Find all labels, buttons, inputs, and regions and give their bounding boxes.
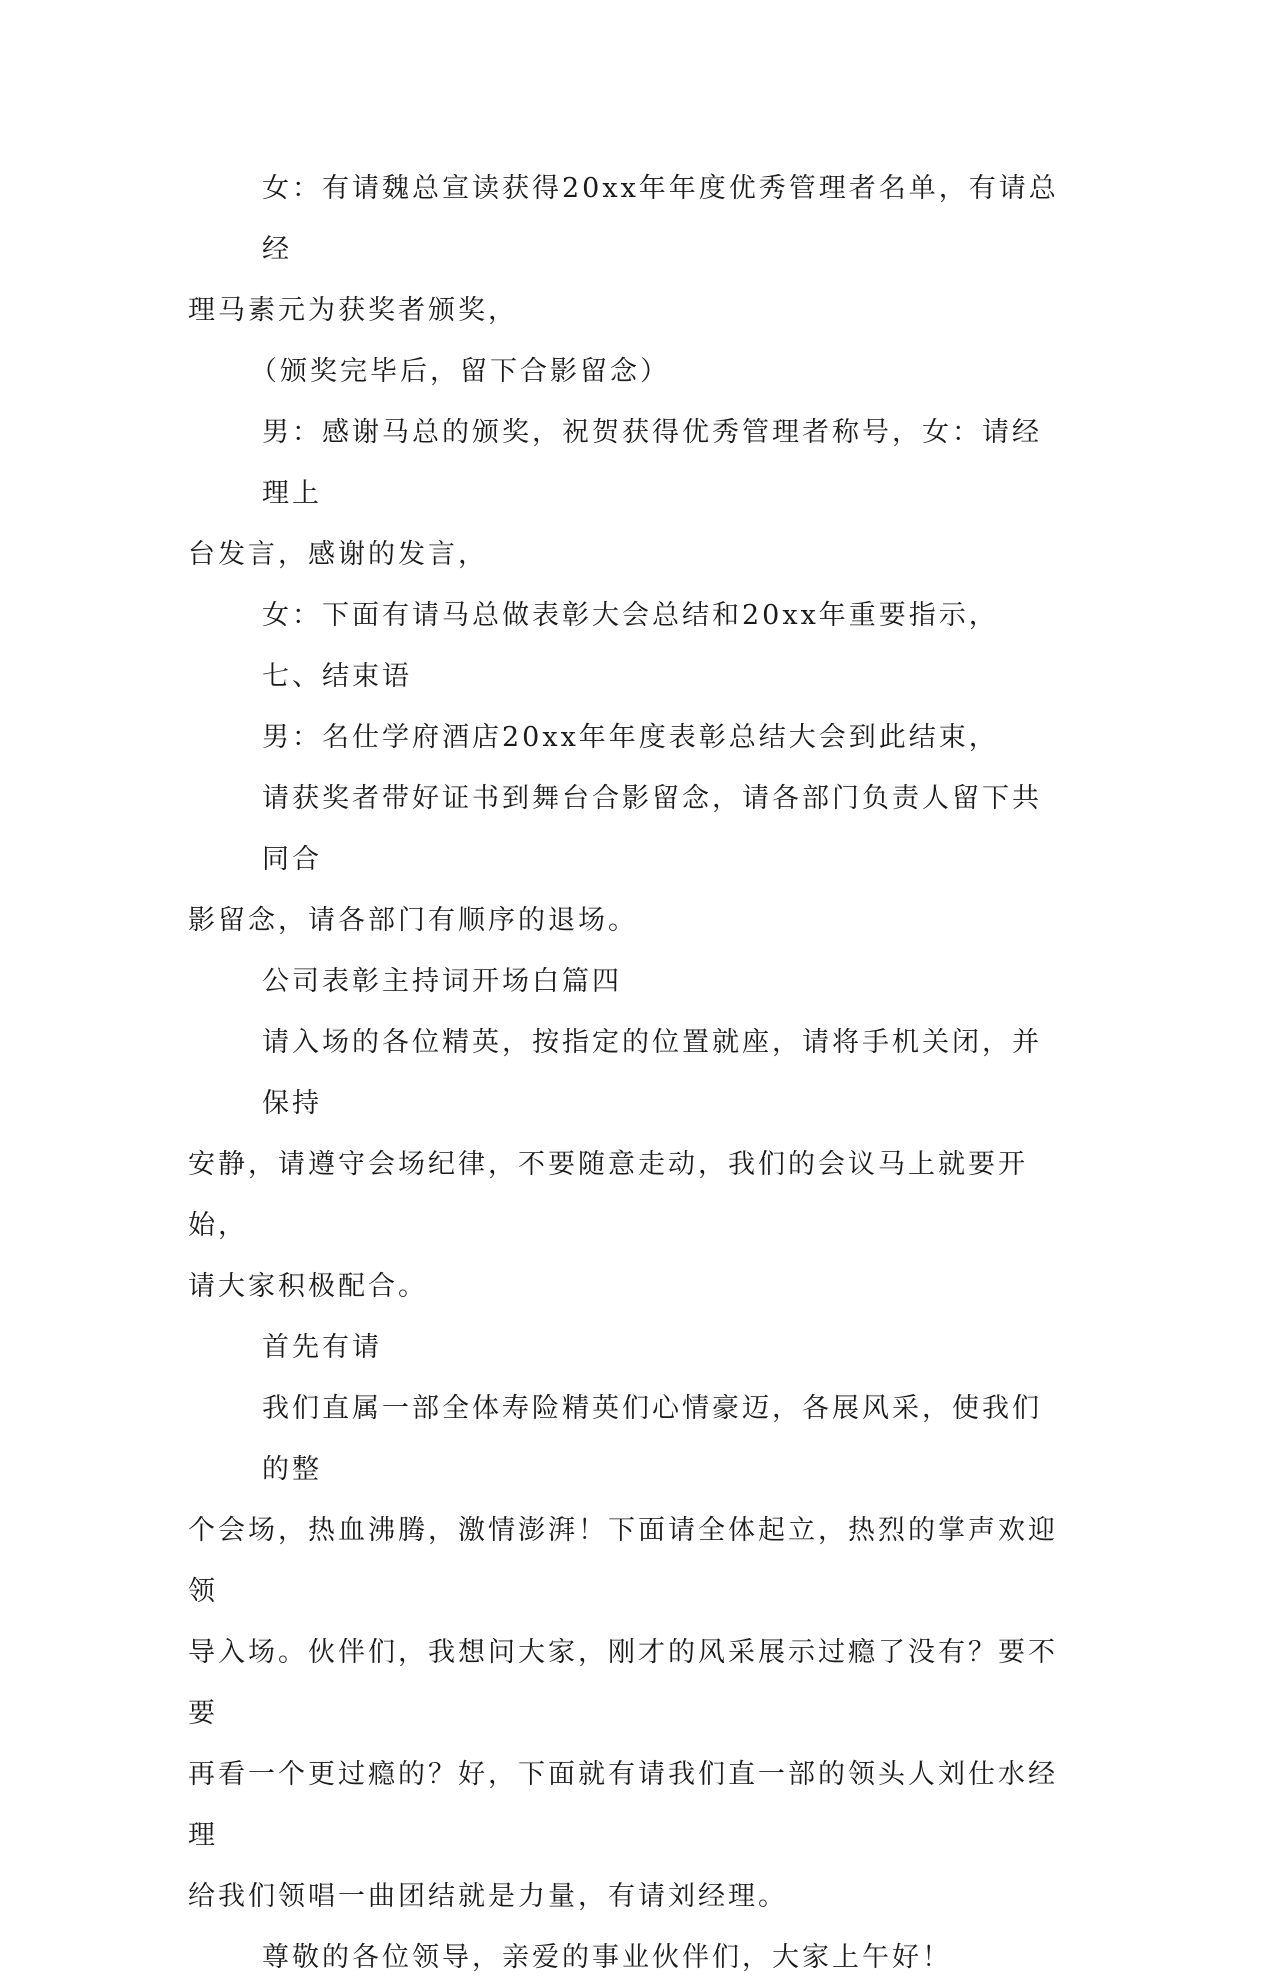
section-heading-part-four xyxy=(188,951,1068,1012)
paragraph-6 xyxy=(188,707,1068,768)
paragraph-line: 影留念，请各部门有顺序的退场。 xyxy=(188,905,638,936)
paragraph-7 xyxy=(188,768,1068,951)
paragraph-line: （颁奖完毕后，留下合影留念） xyxy=(250,356,670,387)
paragraph-2 xyxy=(188,341,1068,402)
paragraph-line: 再看一个更过瘾的？好，下面就有请我们直一部的领头人刘仕水经理 xyxy=(188,1759,1058,1851)
paragraph-line: 安静，请遵守会场纪律，不要随意走动，我们的会议马上就要开始， xyxy=(188,1149,1028,1241)
paragraph-3 xyxy=(188,402,1068,585)
paragraph-11 xyxy=(188,1378,1068,1927)
paragraph-line: 女：有请魏总宣读获得20xx年年度优秀管理者名单，有请总经 xyxy=(262,173,1059,265)
paragraph-line: 男：名仕学府酒店20xx年年度表彰总结大会到此结束， xyxy=(262,722,999,753)
paragraph-line: 请获奖者带好证书到舞台合影留念，请各部门负责人留下共同合 xyxy=(262,783,1042,875)
paragraph-line: 台发言，感谢的发言， xyxy=(188,539,488,570)
paragraph-line: 女：下面有请马总做表彰大会总结和20xx年重要指示， xyxy=(262,600,999,631)
paragraph-line: 给我们领唱一曲团结就是力量，有请刘经理。 xyxy=(188,1881,788,1912)
paragraph-line: 七、结束语 xyxy=(262,661,412,692)
section-heading-closing xyxy=(188,646,1068,707)
paragraph-line: 请大家积极配合。 xyxy=(188,1271,428,1302)
paragraph-line: 我们直属一部全体寿险精英们心情豪迈，各展风采，使我们的整 xyxy=(262,1393,1042,1485)
paragraph-line: 导入场。伙伴们，我想问大家，刚才的风采展示过瘾了没有？要不要 xyxy=(188,1637,1058,1729)
paragraph-line: 尊敬的各位领导，亲爱的事业伙伴们，大家上午好！ xyxy=(262,1942,952,1973)
paragraph-line: 公司表彰主持词开场白篇四 xyxy=(262,966,622,997)
paragraph-line: 男：感谢马总的颁奖，祝贺获得优秀管理者称号，女：请经理上 xyxy=(262,417,1042,509)
document-body xyxy=(188,158,1068,1988)
paragraph-line: 请入场的各位精英，按指定的位置就座，请将手机关闭，并保持 xyxy=(262,1027,1042,1119)
paragraph-line: 理马素元为获奖者颁奖， xyxy=(188,295,518,326)
paragraph-1 xyxy=(188,158,1068,341)
paragraph-12 xyxy=(188,1927,1068,1988)
paragraph-4 xyxy=(188,585,1068,646)
paragraph-10 xyxy=(188,1317,1068,1378)
paragraph-line: 个会场，热血沸腾，激情澎湃！下面请全体起立，热烈的掌声欢迎领 xyxy=(188,1515,1058,1607)
paragraph-line: 首先有请 xyxy=(262,1332,382,1363)
paragraph-9 xyxy=(188,1012,1068,1317)
